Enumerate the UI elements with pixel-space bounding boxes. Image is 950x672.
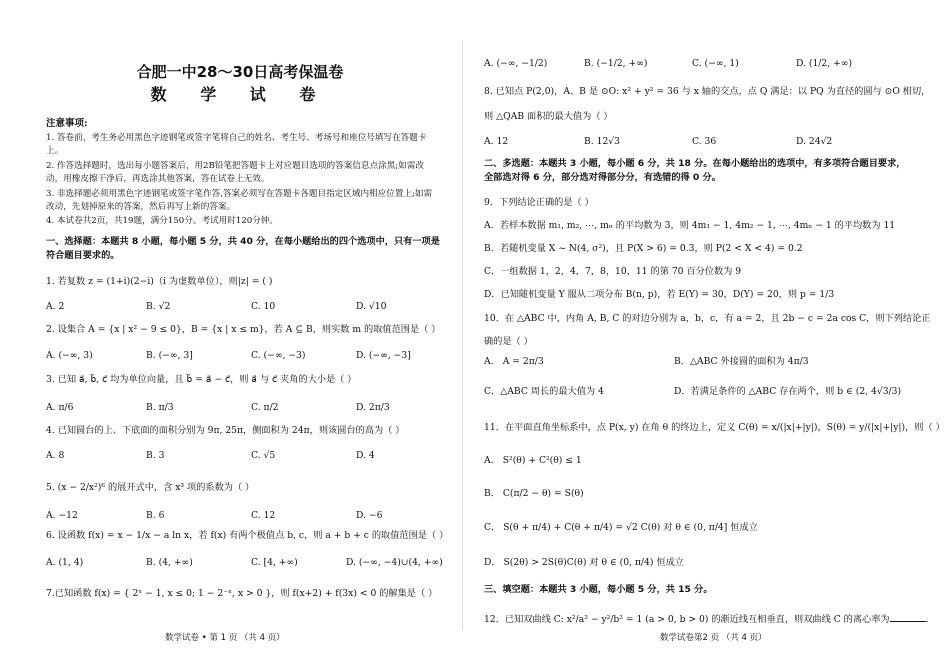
right-column	[480, 0, 945, 672]
q8-option-a[interactable]: A. 12	[484, 136, 509, 147]
q9-option-b[interactable]: B．若随机变量 X ~ N(4, σ²)，且 P(X > 6) = 0.3，则 P(2 < X < 4) = 0.2	[484, 243, 803, 254]
q5-option-c[interactable]: C. 12	[251, 510, 276, 521]
question-10-stem: 10．在 △ABC 中，内角 A, B, C 的对边分别为 a，b，c，有 a = 2，且 2b − c = 2a cos C，则下列结论正	[484, 313, 931, 324]
question-4-stem: 4. 已知圆台的上、下底面的面积分别为 9π, 25π，侧面积为 24π，则该圆台的高为（ ）	[46, 425, 405, 436]
question-1-stem: 1. 若复数 z = (1+i)(2−i)（i 为虚数单位），则|z| = ( )	[46, 276, 273, 287]
q3-option-a[interactable]: A. π/6	[46, 402, 74, 413]
notice-item-4: 4. 本试卷共2页，共19题，满分150分。考试用时120分钟。	[46, 216, 279, 226]
q2-option-c[interactable]: C. (−∞, −3)	[251, 350, 306, 361]
q8-option-b[interactable]: B. 12√3	[584, 136, 620, 147]
question-6-stem: 6. 设函数 f(x) = x − 1/x − a ln x，若 f(x) 有两个极值点 b, c，则 a + b + c 的取值范围是（ ）	[46, 530, 449, 541]
question-3-stem: 3. 已知 a⃗, b⃗, c⃗ 均为单位向量，且 b⃗ = a⃗ − c⃗，则 a⃗ 与 c⃗ 夹角的大小是（ ）	[46, 374, 357, 385]
q10-option-a[interactable]: A． A = 2π/3	[484, 356, 544, 367]
q9-option-d[interactable]: D．已知随机变量 Y 服从二项分布 B(n, p)，若 E(Y) = 30，D(Y) = 20，则 p = 1/3	[484, 289, 835, 300]
q11-option-c[interactable]: C． S(θ + π/4) + C(θ + π/4) = √2 C(θ) 对 θ ∈ (0, π/4] 恒成立	[484, 522, 758, 533]
q11-option-a[interactable]: A． S²(θ) + C²(θ) ≤ 1	[484, 455, 582, 466]
q8-option-c[interactable]: C. 36	[692, 136, 717, 147]
left-column	[40, 0, 449, 672]
notice-heading: 注意事项:	[46, 118, 88, 129]
question-8-stem: 8. 已知点 P(2,0)，A、B 是 ⊙O: x² + y² = 36 与 x 轴的交点，点 Q 满足：以 PQ 为直径的圆与 ⊙O 相切，	[484, 86, 931, 97]
section-single-choice: 一、选择题：本题共 8 小题，每小题 5 分，共 40 分，在每小题给出的四个选项中，只有一项是符合题目要求的。	[46, 236, 440, 261]
question-10-stem-cont: 确的是（ ）	[484, 336, 533, 347]
question-12-end: .	[925, 614, 929, 625]
q11-option-b[interactable]: B． C(π/2 − θ) = S(θ)	[484, 488, 584, 499]
q4-option-a[interactable]: A. 8	[46, 450, 65, 461]
q6-option-b[interactable]: B. (4, +∞)	[146, 557, 193, 568]
question-11-stem: 11．在平面直角坐标系中，点 P(x, y) 在角 θ 的终边上，定义 C(θ) = x/(|x|+|y|)，S(θ) = y/(|x|+|y|)，则（ ）	[484, 422, 945, 433]
section-multi-choice: 二、多选题：本题共 3 小题，每小题 6 分，共 18 分。在每小题给出的选项中，有多项符合题目要求，全部选对得 6 分，部分选对得部分分，有选错的得 0 分。	[484, 158, 906, 183]
q4-option-b[interactable]: B. 3	[146, 450, 165, 461]
q2-option-d[interactable]: D. (−∞, −3]	[356, 350, 411, 361]
question-7-stem: 7.已知函数 f(x) = { 2ˣ − 1, x ≤ 0; 1 − 2⁻ˣ, x > 0 }，则 f(x+2) + f(3x) < 0 的解集是（ ）	[46, 588, 438, 599]
section-fill-blank: 三、填空题：本题共 3 小题，每小题 5 分，共 15 分。	[484, 584, 713, 595]
q7-option-c[interactable]: C. (−∞, 1)	[692, 58, 739, 69]
q4-option-d[interactable]: D. 4	[356, 450, 375, 461]
q4-option-c[interactable]: C. √5	[251, 450, 276, 461]
q1-option-a[interactable]: A. 2	[46, 301, 65, 312]
q9-option-c[interactable]: C．一组数据 1，2，4，7，8，10，11 的第 70 百分位数为 9	[484, 266, 742, 277]
q1-option-b[interactable]: B. √2	[146, 301, 171, 312]
q10-option-b[interactable]: B．△ABC 外接圆的面积为 4π/3	[674, 356, 809, 367]
footer-page-1: 数学试卷 • 第 1 页 （共 4 页）	[165, 633, 285, 643]
question-8-stem-cont: 则 △QAB 面积的最大值为（ ）	[484, 111, 613, 122]
exam-title: 合肥一中28～30日高考保温卷	[136, 63, 344, 81]
notice-item-1: 1. 答卷前，考生务必用黑色字迹钢笔或签字笔将自己的姓名、考生号、考场号和座位号填写在答题卡上。	[46, 133, 427, 156]
q7-option-d[interactable]: D. (1/2, +∞)	[796, 58, 853, 69]
q1-option-c[interactable]: C. 10	[251, 301, 276, 312]
exam-subtitle: 数 学 试 卷	[150, 85, 330, 104]
q1-option-d[interactable]: D. √10	[356, 301, 387, 312]
notice-item-2: 2. 作答选择题时，选出每小题答案后，用2B铅笔把答题卡上对应题目选项的答案信息点涂黑;如需改动，用橡皮擦干净后，再选涂其他答案，答在试卷上无效。	[46, 161, 424, 184]
q2-option-b[interactable]: B. (−∞, 3]	[146, 350, 193, 361]
q7-option-b[interactable]: B. (−1/2, +∞)	[584, 58, 648, 69]
column-divider	[462, 40, 463, 630]
q6-option-c[interactable]: C. [4, +∞)	[251, 557, 298, 568]
q7-option-a[interactable]: A. (−∞, −1/2)	[484, 58, 548, 69]
question-9-stem: 9．下列结论正确的是（ ）	[484, 197, 594, 208]
q8-option-d[interactable]: D. 24√2	[796, 136, 833, 147]
question-5-stem: 5. (x − 2/x²)⁶ 的展开式中，含 x³ 项的系数为（ ）	[46, 482, 255, 493]
q3-option-b[interactable]: B. π/3	[146, 402, 174, 413]
notice-item-3: 3. 非选择题必须用黑色字迹钢笔或签字笔作答,答案必须写在答题卡各题目指定区域内相应位置上;如需改动，先划掉原来的答案，然后再写上新的答案。	[46, 189, 433, 212]
q10-option-c[interactable]: C．△ABC 周长的最大值为 4	[484, 386, 604, 397]
footer-page-2: 数学试卷第2 页 （共 4 页）	[660, 633, 767, 643]
q6-option-a[interactable]: A. (1, 4)	[46, 557, 84, 568]
answer-blank[interactable]	[890, 612, 926, 622]
q3-option-c[interactable]: C. π/2	[251, 402, 279, 413]
q5-option-b[interactable]: B. 6	[146, 510, 165, 521]
q5-option-a[interactable]: A. −12	[46, 510, 78, 521]
question-12-stem: 12．已知双曲线 C: x²/a² − y²/b² = 1 (a > 0, b > 0) 的渐近线互相垂直，则双曲线 C 的离心率为	[484, 614, 890, 625]
question-12	[484, 612, 929, 626]
q11-option-d[interactable]: D． S(2θ) > 2S(θ)C(θ) 对 θ ∈ (0, π/4) 恒成立	[484, 557, 684, 568]
question-2-stem: 2. 设集合 A = {x | x² − 9 ≤ 0}，B = {x | x ≤ m}，若 A ⊆ B，则实数 m 的取值范围是（ ）	[46, 324, 441, 335]
q6-option-d[interactable]: D. (−∞, −4)∪(4, +∞)	[346, 557, 443, 568]
q5-option-d[interactable]: D. −6	[356, 510, 383, 521]
q10-option-d[interactable]: D．若满足条件的 △ABC 存在两个，则 b ∈ (2, 4√3/3)	[674, 386, 902, 397]
q2-option-a[interactable]: A. (−∞, 3)	[46, 350, 93, 361]
q3-option-d[interactable]: D. 2π/3	[356, 402, 390, 413]
q9-option-a[interactable]: A．若样本数据 m₁, m₂, ⋯, mₙ 的平均数为 3，则 4m₁ − 1, 4m₂ − 1, ⋯, 4mₙ − 1 的平均数为 11	[484, 220, 896, 231]
